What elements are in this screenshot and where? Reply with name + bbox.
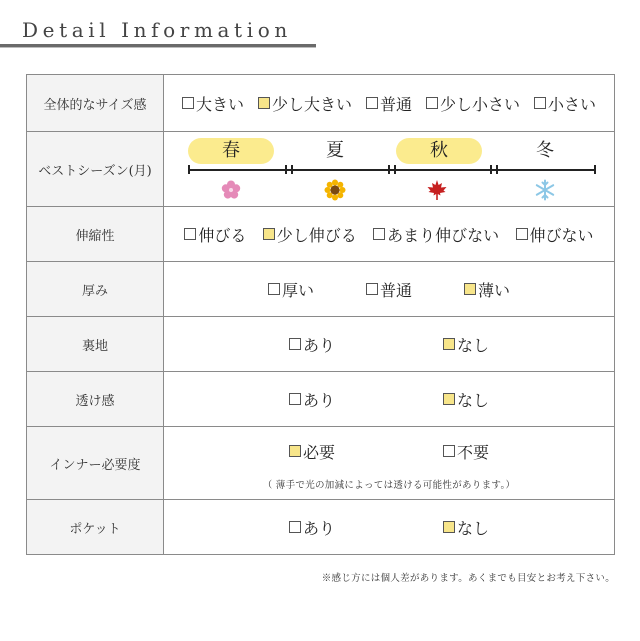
row-lining [27, 317, 615, 372]
option: 伸びる [184, 223, 246, 246]
option-list [164, 92, 614, 115]
checkbox [366, 283, 378, 295]
checkbox [289, 393, 301, 405]
row-label: 全体的なサイズ感 [27, 75, 164, 132]
season-summer: 夏 [326, 140, 344, 161]
option-list [164, 278, 614, 301]
timeline-tick [285, 165, 287, 174]
checkbox [534, 97, 546, 109]
row-overall-size [27, 75, 615, 132]
option: 普通 [366, 278, 412, 301]
checkbox [426, 97, 438, 109]
option: 必要 [289, 440, 335, 463]
checkbox-checked [263, 228, 275, 240]
checkbox [366, 97, 378, 109]
heading-underline-thin [0, 47, 316, 48]
row-label: 透け感 [27, 372, 164, 427]
maple-leaf-icon [426, 179, 448, 201]
row-label: インナー必要度 [27, 427, 164, 500]
section-heading: Detail Information [22, 18, 292, 42]
option: あり [289, 388, 335, 411]
option: 大きい [182, 92, 244, 115]
season-winter: 冬 [536, 140, 554, 161]
season-autumn: 秋 [396, 138, 482, 164]
sunflower-icon [324, 179, 346, 201]
timeline-tick [291, 165, 293, 174]
inner-note: （ 薄手で光の加減によっては透ける可能性があります。） [262, 479, 516, 491]
row-label: 厚み [27, 262, 164, 317]
checkbox [184, 228, 196, 240]
checkbox [289, 338, 301, 350]
season-scale [164, 132, 614, 206]
checkbox [268, 283, 280, 295]
row-inner-necessity [27, 427, 615, 500]
checkbox [289, 521, 301, 533]
option: なし [443, 388, 489, 411]
snowflake-icon [534, 179, 556, 201]
option: あり [289, 333, 335, 356]
checkbox-checked [443, 521, 455, 533]
row-label: ポケット [27, 500, 164, 555]
option: 不要 [443, 440, 489, 463]
row-pocket [27, 500, 615, 555]
checkbox-checked [289, 445, 301, 457]
timeline-tick [496, 165, 498, 174]
timeline-tick [594, 165, 596, 174]
season-spring: 春 [188, 138, 274, 164]
checkbox-checked [464, 283, 476, 295]
option: あまり伸びない [373, 223, 499, 246]
checkbox-checked [258, 97, 270, 109]
option: なし [443, 333, 489, 356]
row-label: 伸縮性 [27, 207, 164, 262]
disclaimer-note: ※感じ方には個人差があります。あくまでも目安とお考え下さい。 [321, 573, 615, 584]
checkbox [443, 445, 455, 457]
checkbox [516, 228, 528, 240]
checkbox-checked [443, 393, 455, 405]
option: 普通 [366, 92, 412, 115]
option: 少し小さい [426, 92, 520, 115]
option: 小さい [534, 92, 596, 115]
option-list [164, 516, 614, 539]
timeline-tick [394, 165, 396, 174]
option: なし [443, 516, 489, 539]
season-timeline [188, 169, 596, 171]
row-best-season [27, 132, 615, 207]
option: 伸びない [516, 223, 594, 246]
checkbox [182, 97, 194, 109]
row-sheerness [27, 372, 615, 427]
checkbox-checked [443, 338, 455, 350]
option: 少し大きい [258, 92, 352, 115]
option-list [164, 223, 614, 246]
timeline-tick [388, 165, 390, 174]
detail-table [26, 74, 615, 555]
row-thickness [27, 262, 615, 317]
cherry-blossom-icon [220, 179, 242, 201]
row-label: 裏地 [27, 317, 164, 372]
timeline-tick [490, 165, 492, 174]
option-list [164, 333, 614, 356]
option: あり [289, 516, 335, 539]
checkbox [373, 228, 385, 240]
row-label: ベストシーズン(月) [27, 132, 164, 207]
option-list [164, 388, 614, 411]
row-stretch [27, 207, 615, 262]
option: 厚い [268, 278, 314, 301]
option-list [164, 440, 614, 463]
option: 薄い [464, 278, 510, 301]
timeline-tick [188, 165, 190, 174]
option: 少し伸びる [263, 223, 357, 246]
